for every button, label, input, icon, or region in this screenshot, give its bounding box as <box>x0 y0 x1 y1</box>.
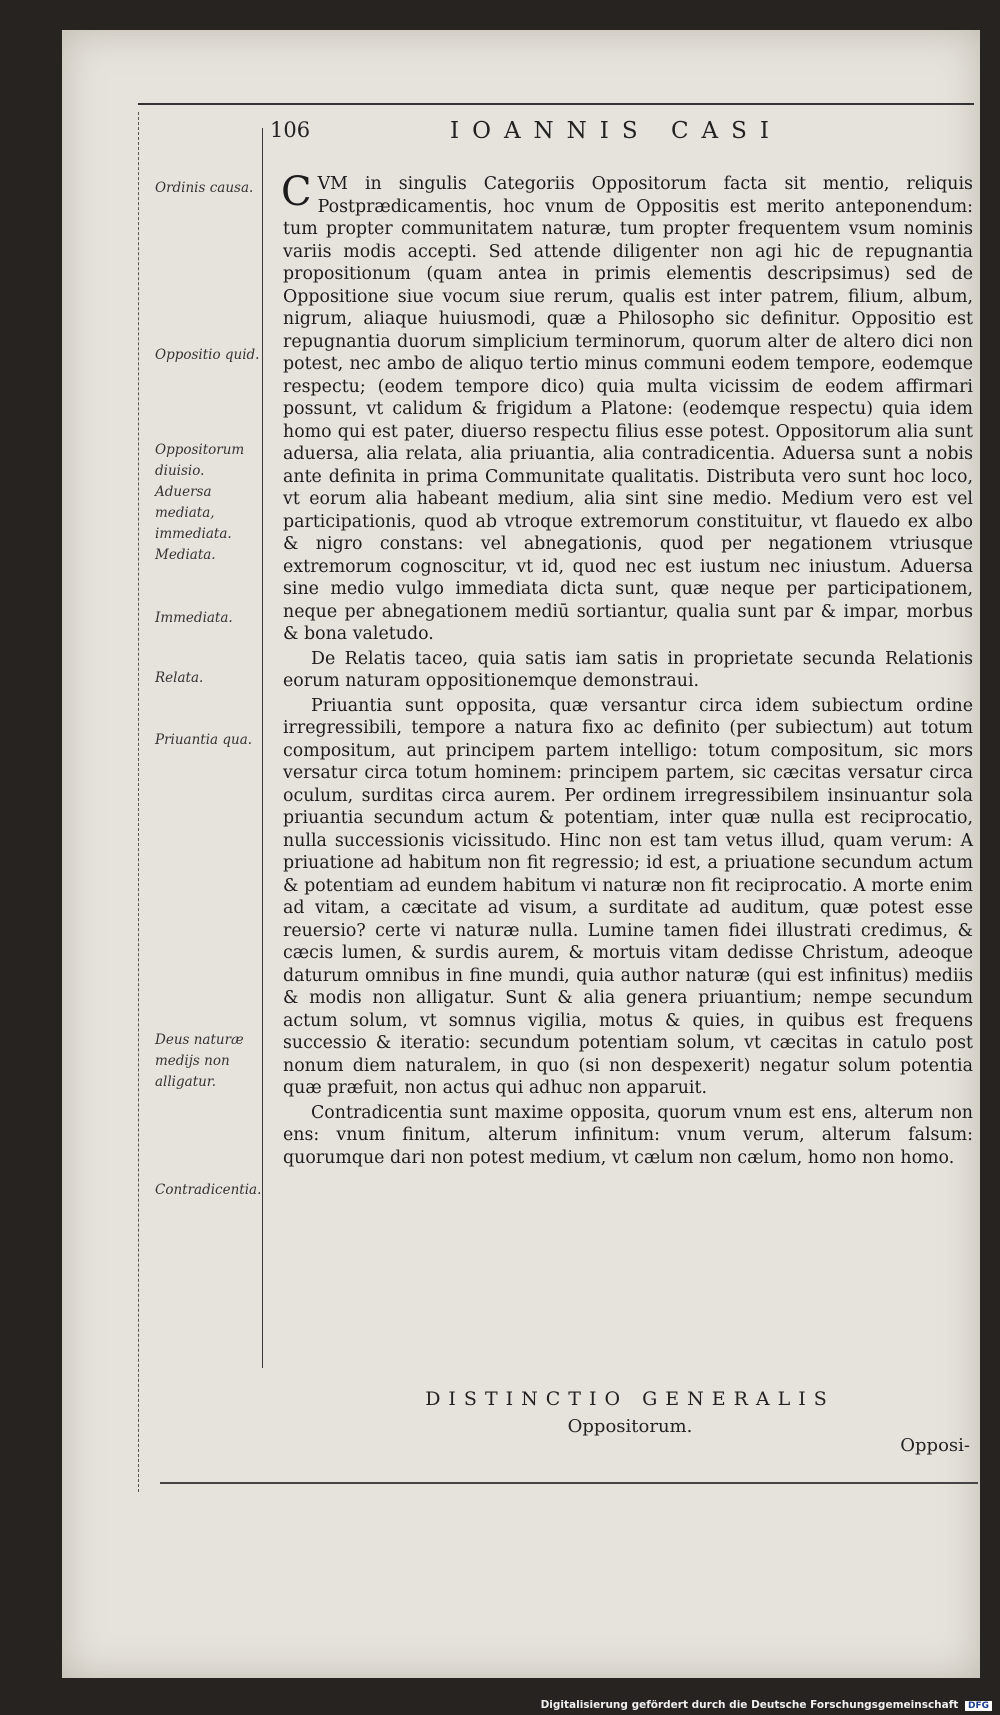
catchword: Opposi- <box>900 1435 970 1456</box>
margin-note-ordinis: Ordinis causa. <box>155 180 254 196</box>
paragraph-1-text: VM in singulis Categoriis Oppositorum facta sit mentio, reliquis Postprædicamentis, hoc vnum de Oppositis est merito anteponendum: tum propter communitatem naturæ, tum propter frequentem vsum nominis variis modis accepti. Sed attende diligenter non agi hic de repugnantia propositionum (quam antea in primis elementis descripsimus) sed de Oppositione siue vocum siue rerum, qualis est inter patrem, filium, album, nigrum, aliaque huiusmodi, quæ a Philosopho sic definitur. Oppositio est repugnantia duorum simplicium terminorum, quorum alter de altero dici non potest, nec ambo de aliquo tertio minus communi eodem tempore, eodemque respectu; (eodem tempore dico) quia multa vicissim de eodem affirmari possunt, vt calidum & frigidum a Platone: (eodemque respectu) quia idem homo qui est pater, diuerso respectu filius esse potest. Oppositorum alia sunt aduersa, alia relata, alia priuantia, alia contradicentia. Aduersa sunt a nobis ante definita in prima Communitate qualitatis. Distributa vero sunt hoc loco, vt eorum alia habeant medium, alia sint sine medio. Medium vero est vel participationis, quod ab vtroque extremorum constituitur, vt flauedo ex albo & nigro constans: vel abnegationis, quod per negationem vtriusque extremorum cognoscitur, vt id, quod nec est iustum nec iniustum. Aduersa sine medio vulgo immediata dicta sunt, quæ neque per participationem, neque per abnegationem mediū sortiantur, qualia sunt par & impar, morbus & bona valetudo. <box>283 174 973 644</box>
page-header <box>270 118 970 148</box>
body-text <box>281 169 973 1171</box>
margin-guide-line <box>138 112 139 1492</box>
section-subtitle: Oppositorum. <box>567 1416 693 1437</box>
margin-note-relata: Relata. <box>155 670 204 686</box>
bottom-rule <box>160 1482 978 1484</box>
top-rule <box>138 103 974 105</box>
page-number: 106 <box>270 118 311 142</box>
paragraph-relata: De Relatis taceo, quia satis iam satis in proprietate secunda Relationis eorum naturam oppositionemque demonstraui. <box>283 648 973 691</box>
margin-note-oppositio: Oppositio quid. <box>155 347 260 363</box>
digitization-footer <box>541 1699 992 1711</box>
margin-note-priuantia: Priuantia qua. <box>155 732 253 748</box>
margin-note-immediata: Immediata. <box>155 610 233 626</box>
margin-note-diuisio: Oppositorum diuisio. Aduersa mediata, immediata. Mediata. <box>155 442 245 563</box>
margin-note-contradicentia: Contradicentia. <box>155 1182 262 1198</box>
running-head: IOANNIS CASI <box>450 118 783 144</box>
paragraph-oppositio <box>281 169 973 646</box>
footer-text: Digitalisierung gefördert durch die Deutsche Forschungsgemeinschaft <box>540 1699 959 1711</box>
paragraph-contradicentia: Contradicentia sunt maxime opposita, quorum vnum est ens, alterum non ens: vnum finitum, alterum infinitum: vnum verum, alterum falsum: quorumque dari non potest medium, vt cælum non cælum, homo non homo. <box>283 1102 973 1168</box>
column-divider <box>262 128 263 1368</box>
dfg-logo: DFG <box>965 1701 992 1711</box>
margin-note-deus: Deus naturæ medijs non alligatur. <box>155 1032 244 1090</box>
drop-cap: C <box>281 169 312 215</box>
section-title: DISTINCTIO GENERALIS <box>425 1388 835 1410</box>
paragraph-priuantia: Priuantia sunt opposita, quæ versantur circa idem subiectum ordine irregressibili, tempore a natura fixo ac definito (per subiectum) aut totum compositum, aut principem partem intelligo: totum compositum, sic mors versatur circa totum hominem: principem partem, sic cæcitas versatur circa oculum, surditas circa aurem. Per ordinem irregressibilem insinuantur sola priuantia secundum actum & potentiam, inter quæ nulla est reciprocatio, nulla successionis vicissitudo. Hinc non est tam vetus illud, quam verum: A priuatione ad habitum non fit regressio; id est, a priuatione secundum actum & potentiam ad eundem habitum vi naturæ non fit reciprocatio. A morte enim ad vitam, a cæcitate ad visum, a surditate ad auditum, quæ potest esse reuersio? certe vi naturæ nulla. Lumine tamen fidei illustrati credimus, & cæcis lumen, & surdis aurem, & mortuis vitam dedisse Christum, adeoque daturum omnibus in fine mundi, quia author naturæ (qui est infinitus) mediis & modis non alligatur. Sunt & alia genera priuantium; nempe secundum actum solum, vt somnus vigilia, motus & quies, in quibus est frequens successio & iteratio: secundum potentiam solum, vt cæcitas in catulo post nonum diem naturalem, in quo (si non despexerit) negatur solum potentia quæ præfuit, non actus qui adhuc non apparuit. <box>283 695 973 1098</box>
